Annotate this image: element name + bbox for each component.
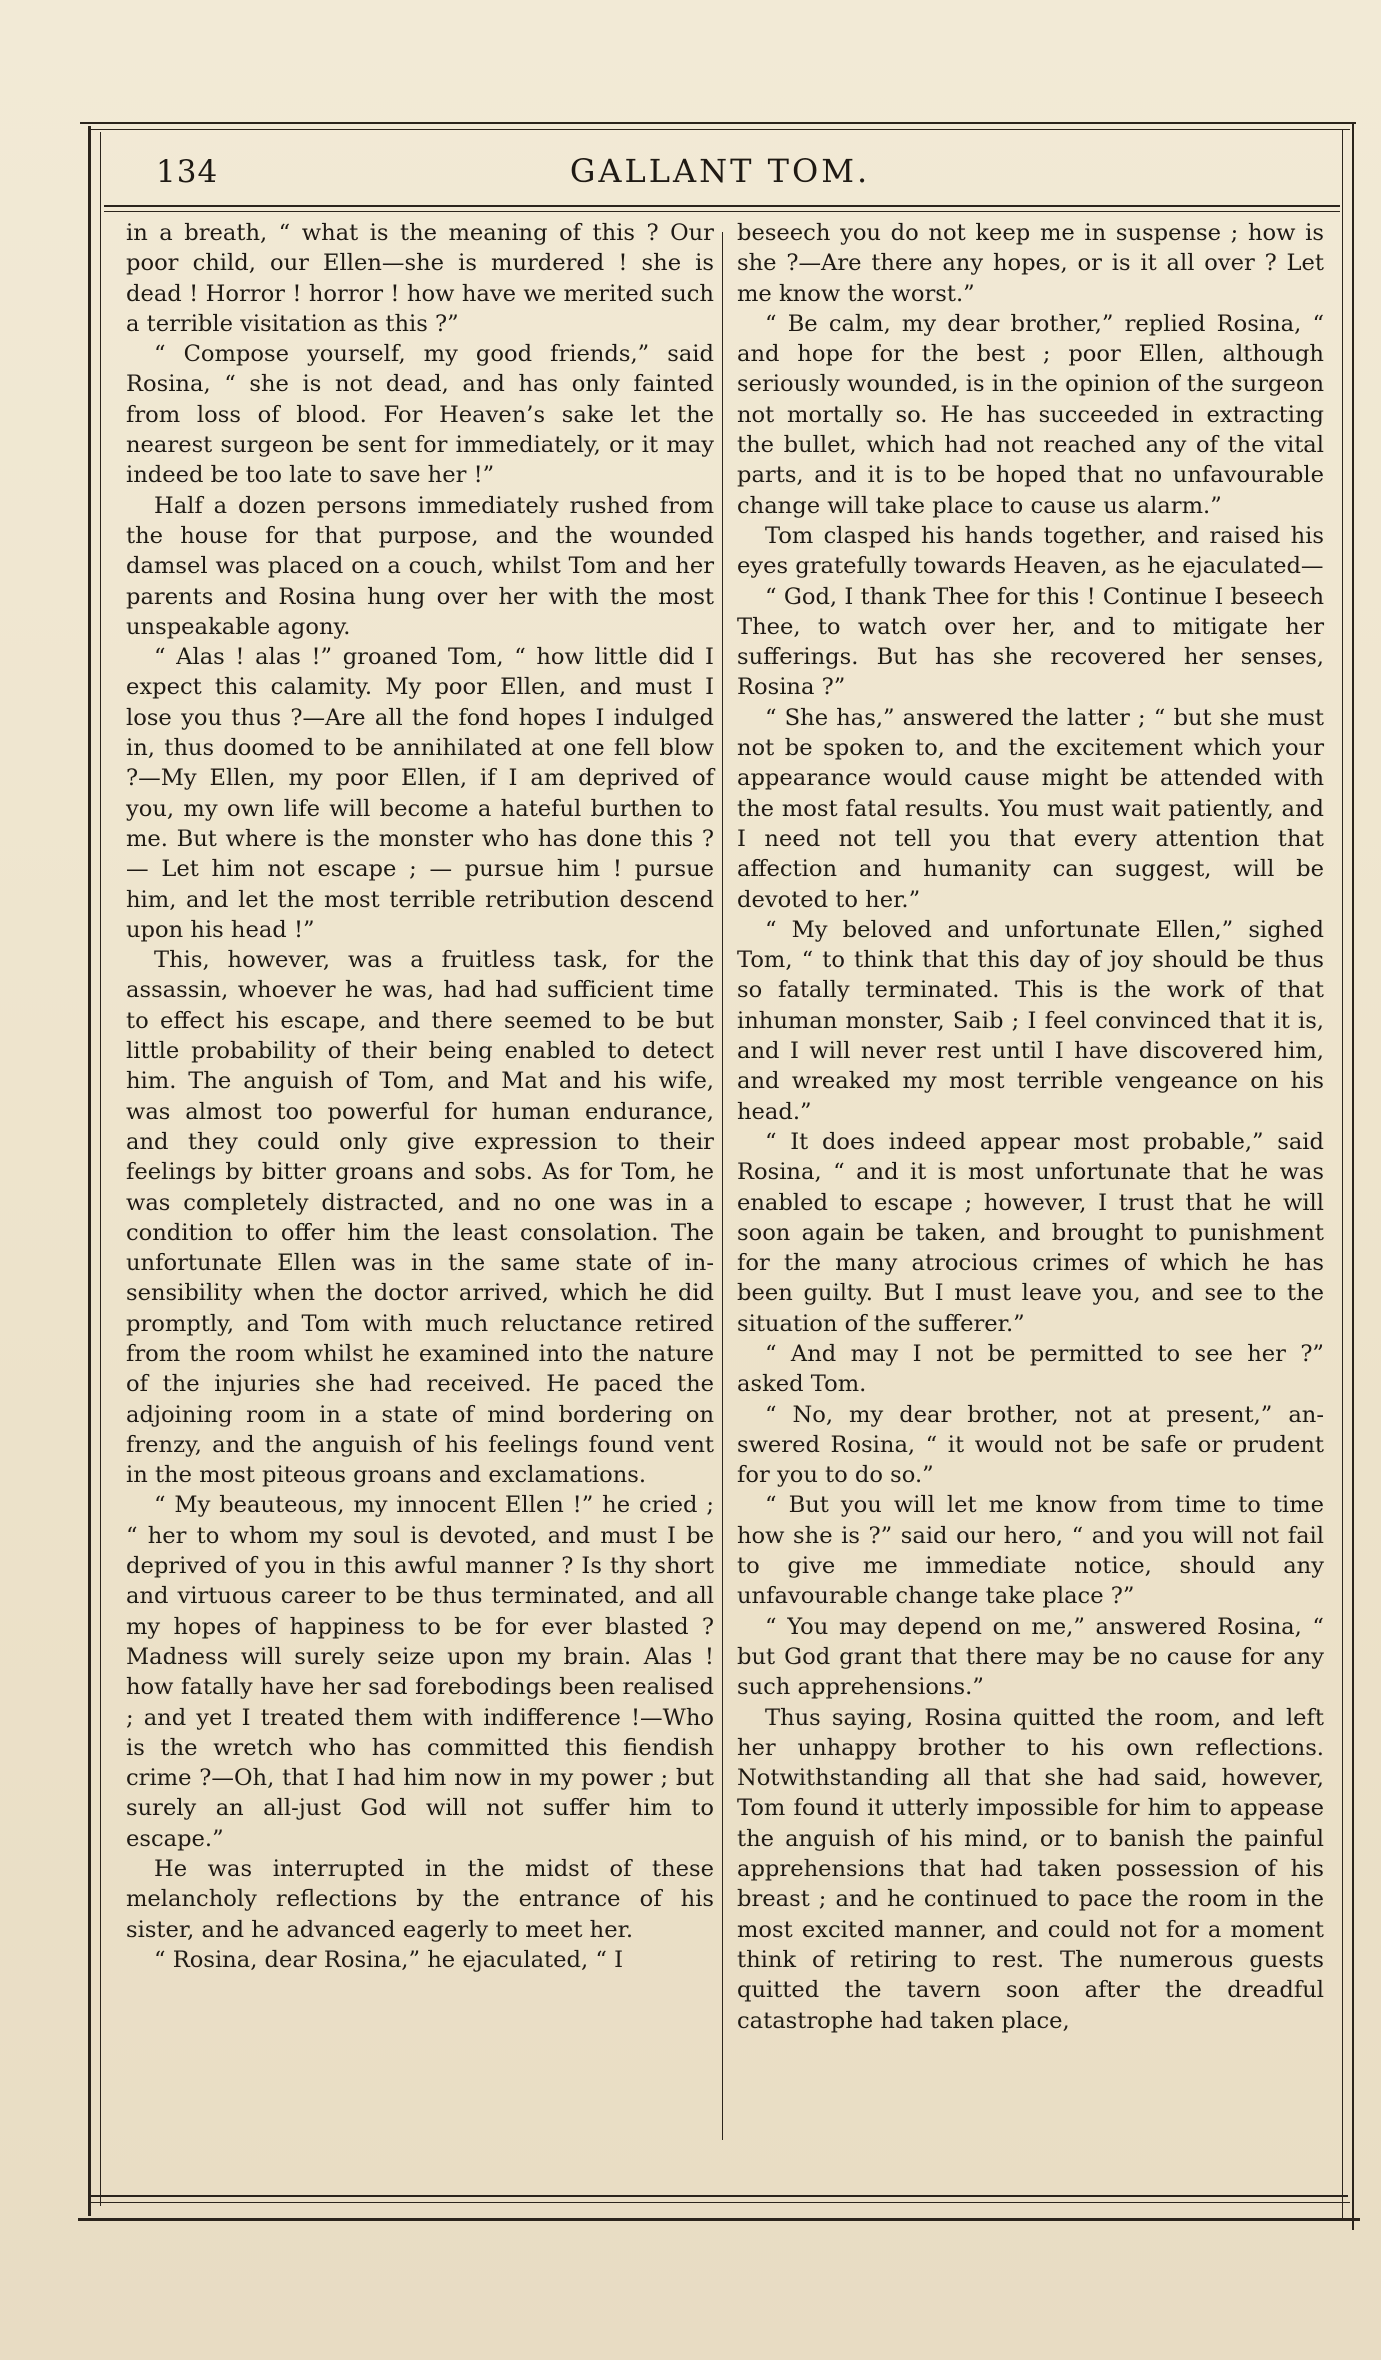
page-number: 134 — [156, 154, 219, 190]
paragraph: beseech you do not keep me in suspense ; how is she ?—Are there any hopes, or is it all over ? Let me know the worst.” — [737, 220, 1324, 307]
top-inner-rule — [88, 129, 1350, 130]
left-frame-outer-rule — [88, 126, 91, 2216]
paragraph: “ Be calm, my dear brother,” replied Rosina, “ and hope for the best ; poor Ellen, although seriously wounded, is in the opinion of the surgeon not mortally so. He has succeeded in extracting the bullet, which had not reached any of the vital parts, and it is to be hoped that no unfavourable change will take place to cause us alarm.” — [737, 310, 1324, 519]
bottom-rule-thin — [88, 2195, 1348, 2197]
paragraph: He was interrupted in the midst of these melancholy reflections by the entrance of his sister, and he advanced eagerly to meet her. — [126, 1856, 714, 1943]
header-rule-thick — [104, 205, 1340, 207]
paragraph: “ She has,” answered the latter ; “ but she must not be spoken to, and the excitement which your appearance would cause might be attended with the most fatal results. You must wait patiently, and I need not tell you that every attention that affection and humanity can suggest, will be devoted to her.” — [737, 704, 1324, 913]
paragraph: “ But you will let me know from time to time how she is ?” said our hero, “ and you will not fail to give me immediate notice, should any unfavourable change take place ?” — [737, 1492, 1324, 1610]
page-header — [110, 150, 1330, 200]
paragraph: This, however, was a fruitless task, for the assassin, whoever he was, had had sufficient time to effect his escape, and there seemed to be but little probability of their being enabled to detect him. The anguish of Tom, and Mat and his wife, was almost too powerful for human endurance, and they could only give expression to their feelings by bitter groans and sobs. As for Tom, he was completely distracted, and no one was in a condition to offer him the least consolation. The unfortunate Ellen was in the same state of insensibility when the doctor arrived, which he did promptly, and Tom with much reluctance retired from the room whilst he examined into the nature of the injuries she had received. He paced the adjoining room in a state of mind bordering on frenzy, and the anguish of his feelings found vent in the most piteous groans and exclamations. — [126, 947, 714, 1489]
paragraph: “ My beauteous, my innocent Ellen !” he cried ; “ her to whom my soul is devoted, and must I be deprived of you in this awful manner ? Is thy short and virtuous career to be thus terminated, and all my hopes of happiness to be for ever blasted ? Madness will surely seize upon my brain. Alas ! how fatally have her sad forebodings been realised ; and yet I treated them with indifference !—Who is the wretch who has committed this fiendish crime ?—Oh, that I had him now in my power ; but surely an all-just God will not suffer him to escape.” — [126, 1492, 714, 1852]
paragraph: “ Compose yourself, my good friends,” said Rosina, “ she is not dead, and has only fainted from loss of blood. For Heaven’s sake let the nearest surgeon be sent for immediately, or it may indeed be too late to save her !” — [126, 341, 714, 489]
paragraph: Thus saying, Rosina quitted the room, and left her unhappy brother to his own reflections. Notwithstanding all that she had said, however, Tom found it utterly impossible for him to appease the anguish of his mind, or to banish the painful apprehensions that had taken possession of his breast ; and he continued to pace the room in the most excited manner, and could not for a moment think of retiring to rest. The numerous guests quitted the tavern soon after the dreadful catastrophe had taken place, — [737, 1704, 1324, 2034]
left-frame-inner-rule — [100, 132, 101, 2206]
top-border-rule — [80, 122, 1356, 124]
left-column — [126, 218, 714, 1975]
paragraph: “ No, my dear brother, not at present,” answered Rosina, “ it would not be safe or prudent for you to do so.” — [737, 1401, 1324, 1489]
paragraph: Half a dozen persons immediately rushed from the house for that purpose, and the wounded damsel was placed on a couch, whilst Tom and her parents and Rosina hung over her with the most unspeakable agony. — [126, 492, 714, 640]
paragraph: “ Alas ! alas !” groaned Tom, “ how little did I expect this calamity. My poor Ellen, and must I lose you thus ?—Are all the fond hopes I indulged in, thus doomed to be annihilated at one fell blow ?—My Ellen, my poor Ellen, if I am deprived of you, my own life will become a hateful burthen to me. But where is the monster who has done this ?— Let him not escape ; — pursue him ! pursue him, and let the most terrible retribution descend upon his head !” — [126, 644, 714, 943]
column-divider — [722, 232, 723, 2140]
paragraph: “ My beloved and unfortunate Ellen,” sighed Tom, “ to think that this day of joy should be thus so fatally terminated. This is the work of that inhuman monster, Saib ; I feel convinced that it is, and I will never rest until I have discovered him, and wreaked my most terrible vengeance on his head.” — [737, 916, 1324, 1125]
running-title: GALLANT TOM. — [569, 152, 871, 190]
paragraph: “ It does indeed appear most probable,” said Rosina, “ and it is most unfortunate that he was enabled to escape ; however, I trust that he will soon again be taken, and brought to punishment for the many atrocious crimes of which he has been guilty. But I must leave you, and see to the situation of the sufferer.” — [737, 1128, 1324, 1337]
right-frame-inner-rule — [1342, 130, 1343, 2220]
paragraph: “ You may depend on me,” answered Rosina, “ but God grant that there may be no cause for any such apprehensions.” — [737, 1613, 1324, 1701]
paragraph: “ And may I not be permitted to see her ?” asked Tom. — [737, 1340, 1324, 1398]
right-frame-outer-rule — [1352, 122, 1354, 2230]
paragraph: “ God, I thank Thee for this ! Continue I beseech Thee, to watch over her, and to mitigate her sufferings. But has she recovered her senses, Rosina ?” — [737, 583, 1324, 701]
right-column — [737, 218, 1324, 2036]
bottom-rule-thick — [78, 2218, 1360, 2221]
bottom-rule-inner — [88, 2202, 1350, 2203]
paragraph: “ Rosina, dear Rosina,” he ejaculated, “ I — [154, 1946, 623, 1973]
header-rule-thin — [104, 211, 1340, 212]
paragraph: Tom clasped his hands together, and raised his eyes gratefully towards Heaven, as he ejaculated— — [737, 522, 1324, 580]
paragraph: in a breath, “ what is the meaning of this ? Our poor child, our Ellen—she is murdered ! she is dead ! Horror ! horror ! how have we merited such a terrible visitation as this ?” — [126, 220, 714, 337]
